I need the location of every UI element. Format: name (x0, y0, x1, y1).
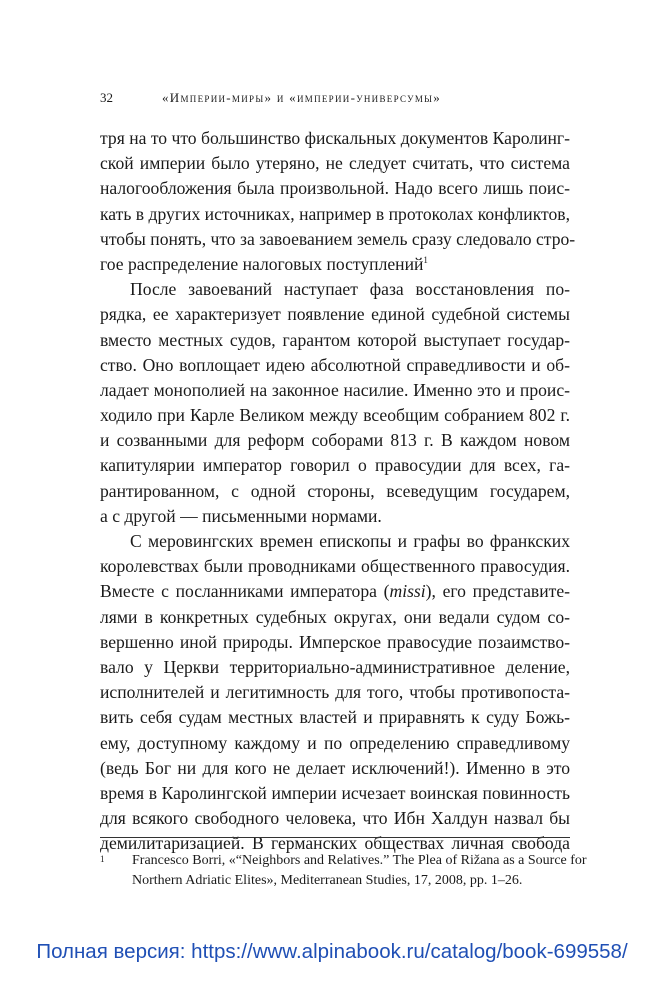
text-line: лями в конкретных судебных округах, они ведали судом со- (100, 606, 570, 627)
footnote-line: Francesco Borri, «“Neighbors and Relatives.” The Plea of Rižana as a Source for (132, 853, 587, 868)
footnote-mark: 1 (100, 854, 105, 864)
footnote-line: Northern Adriatic Elites», Mediterranean Studies, 17, 2008, pp. 1–26. (132, 873, 523, 888)
text-fragment: Вместе с посланниками императора ( (100, 581, 390, 602)
footnote-body (132, 851, 587, 891)
text-line: демилитаризацией. В германских обществах личная свобода (100, 833, 570, 854)
footnote-reference[interactable]: 1 (423, 255, 428, 266)
text-line: исполнителей и легитимность для того, чтобы противопоста- (100, 682, 570, 703)
text-line: ской империи было утеряно, не следует считать, что система (100, 153, 570, 174)
paragraph-1 (100, 126, 576, 277)
text-line: для всякого свободного человека, что Ибн Халдун назвал бы (100, 808, 570, 829)
text-line: После завоеваний наступает фаза восстановления по- (130, 279, 570, 300)
full-version-link[interactable]: Полная версия: https://www.alpinabook.ru/catalog/book-699558/ (36, 940, 628, 963)
running-head (100, 90, 570, 110)
text-line: тря на то что большинство фискальных документов Каролинг- (100, 128, 570, 148)
text-line (100, 579, 570, 604)
text-fragment: ), его представите- (425, 581, 570, 602)
footnote-divider (100, 837, 570, 838)
text-line: ладает монополией на законное насилие. Именно это и проис- (100, 379, 570, 400)
main-text (100, 126, 576, 856)
text-line (100, 252, 570, 277)
text-line: ему, доступному каждому и по определению справедливому (100, 732, 570, 753)
text-line: и созванными для реформ соборами 813 г. В каждом новом (100, 430, 570, 451)
text-line: ходило при Карле Великом между всеобщим собранием 802 г. (100, 405, 570, 426)
text-line: кать в других источниках, например в протоколах конфликтов, (100, 203, 570, 224)
text-line: рядка, ее характеризует появление единой судебной системы (100, 304, 570, 325)
text-line: чтобы понять, что за завоеванием земель сразу следовало стро- (100, 228, 576, 249)
italic-term: missi (389, 581, 426, 602)
text-line: налогообложения была произвольной. Надо всего лишь поис- (100, 178, 570, 199)
text-line: королевствах были проводниками общественного правосудия. (100, 556, 570, 577)
text-line: время в Каролингской империи исчезает воинская повинность (100, 782, 570, 803)
text-line: вместо местных судов, гарантом которой выступает государ- (100, 329, 570, 350)
text-line: вершенно иной природы. Имперское правосудие позаимство- (100, 631, 570, 652)
text-line: вало у Церкви территориально-административное деление, (100, 656, 570, 677)
paragraph-2 (100, 277, 570, 529)
text-fragment: гое распределение налоговых поступлений (100, 253, 424, 274)
text-line: капитулярии император говорил о правосудии для всех, га- (100, 455, 570, 476)
page-number: 32 (100, 90, 113, 105)
running-title: «Империи-миры» и «империи-универсумы» (162, 90, 442, 105)
text-line: (ведь Бог ни для кого не делает исключений!). Именно в это (100, 757, 570, 778)
text-line: ство. Оно воплощает идею абсолютной справедливости и об- (100, 354, 570, 375)
text-line: а с другой — письменными нормами. (100, 505, 382, 526)
text-line: С меровингских времен епископы и графы во франкских (130, 531, 570, 551)
paragraph-3 (100, 529, 570, 856)
text-line: рантированном, с одной стороны, всеведущим государем, (100, 480, 570, 501)
text-line: вить себя судам местных властей и приравнять к суду Божь- (100, 707, 570, 728)
